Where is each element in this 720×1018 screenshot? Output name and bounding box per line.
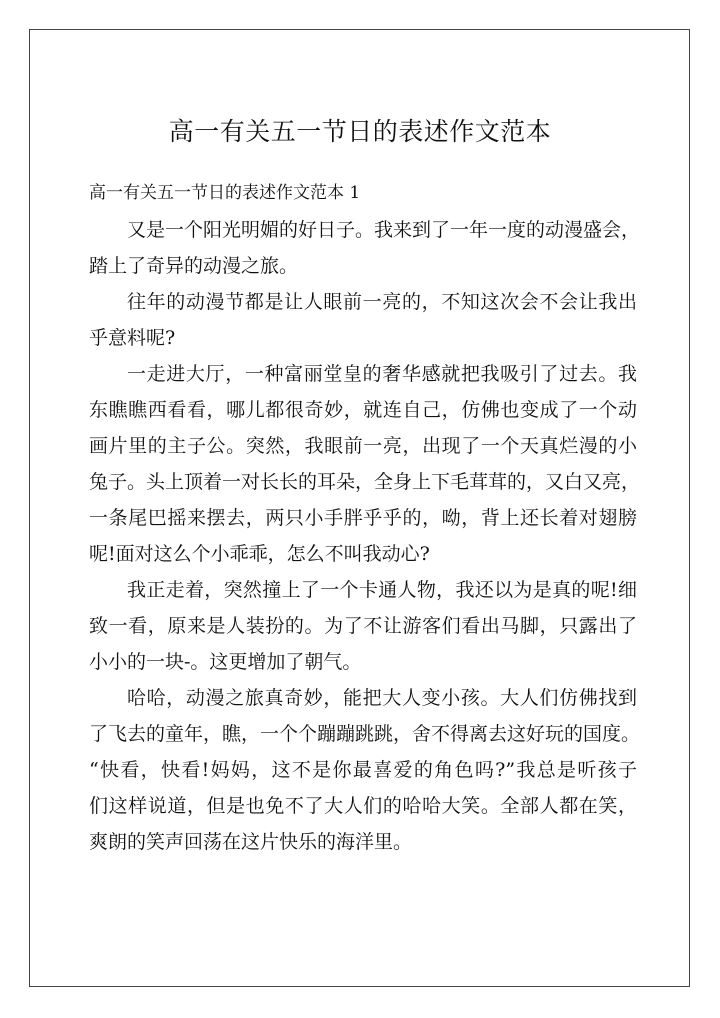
paragraph xyxy=(89,680,641,860)
paragraph xyxy=(89,356,641,572)
paragraph xyxy=(89,572,637,680)
paragraph-line: 一走进大厅，一种富丽堂皇的奢华感就把我吸引了过去。我 xyxy=(127,363,637,385)
paragraph-line: 我正走着，突然撞上了一个卡通人物，我还以为是真的呢!细 xyxy=(127,579,637,601)
paragraph-line: 东瞧瞧西看看，哪儿都很奇妙，就连自己，仿佛也变成了一个动 xyxy=(89,399,637,421)
paragraph xyxy=(89,212,641,284)
paragraph-line: 爽朗的笑声回荡在这片快乐的海洋里。 xyxy=(89,831,413,853)
paragraph-line: 们这样说道，但是也免不了大人们的哈哈大笑。全部人都在笑， xyxy=(89,795,637,817)
paragraph-line: 一条尾巴摇来摆去，两只小手胖乎乎的，呦，背上还长着对翅膀 xyxy=(89,507,637,529)
paragraph-line: 了飞去的童年，瞧，一个个蹦蹦跳跳，舍不得离去这好玩的国度。 xyxy=(89,723,641,745)
paragraph-line: 兔子。头上顶着一对长长的耳朵，全身上下毛茸茸的，又白又亮， xyxy=(89,471,641,493)
document-body xyxy=(89,212,641,860)
paragraph-line: 哈哈，动漫之旅真奇妙，能把大人变小孩。大人们仿佛找到 xyxy=(127,687,637,709)
paragraph-line: 乎意料呢? xyxy=(89,327,176,349)
paragraph-line: 画片里的主子公。突然，我眼前一亮，出现了一个天真烂漫的小 xyxy=(89,435,637,457)
paragraph-line: 又是一个阳光明媚的好日子。我来到了一年一度的动漫盛会， xyxy=(127,219,641,241)
paragraph xyxy=(89,284,637,356)
paragraph-line: “快看，快看!妈妈，这不是你最喜爱的角色吗?”我总是听孩子 xyxy=(89,759,637,781)
paragraph-line: 往年的动漫节都是让人眼前一亮的，不知这次会不会让我出 xyxy=(127,291,637,313)
section-subtitle: 高一有关五一节日的表述作文范本 1 xyxy=(89,183,361,203)
paragraph-line: 小小的一块-。这更增加了朝气。 xyxy=(89,651,362,673)
paragraph-line: 踏上了奇异的动漫之旅。 xyxy=(89,255,299,277)
paragraph-line: 致一看，原来是人装扮的。为了不让游客们看出马脚，只露出了 xyxy=(89,615,637,637)
document-title: 高一有关五一节日的表述作文范本 xyxy=(168,117,552,146)
paragraph-line: 呢!面对这么个小乖乖，怎么不叫我动心? xyxy=(89,543,430,565)
